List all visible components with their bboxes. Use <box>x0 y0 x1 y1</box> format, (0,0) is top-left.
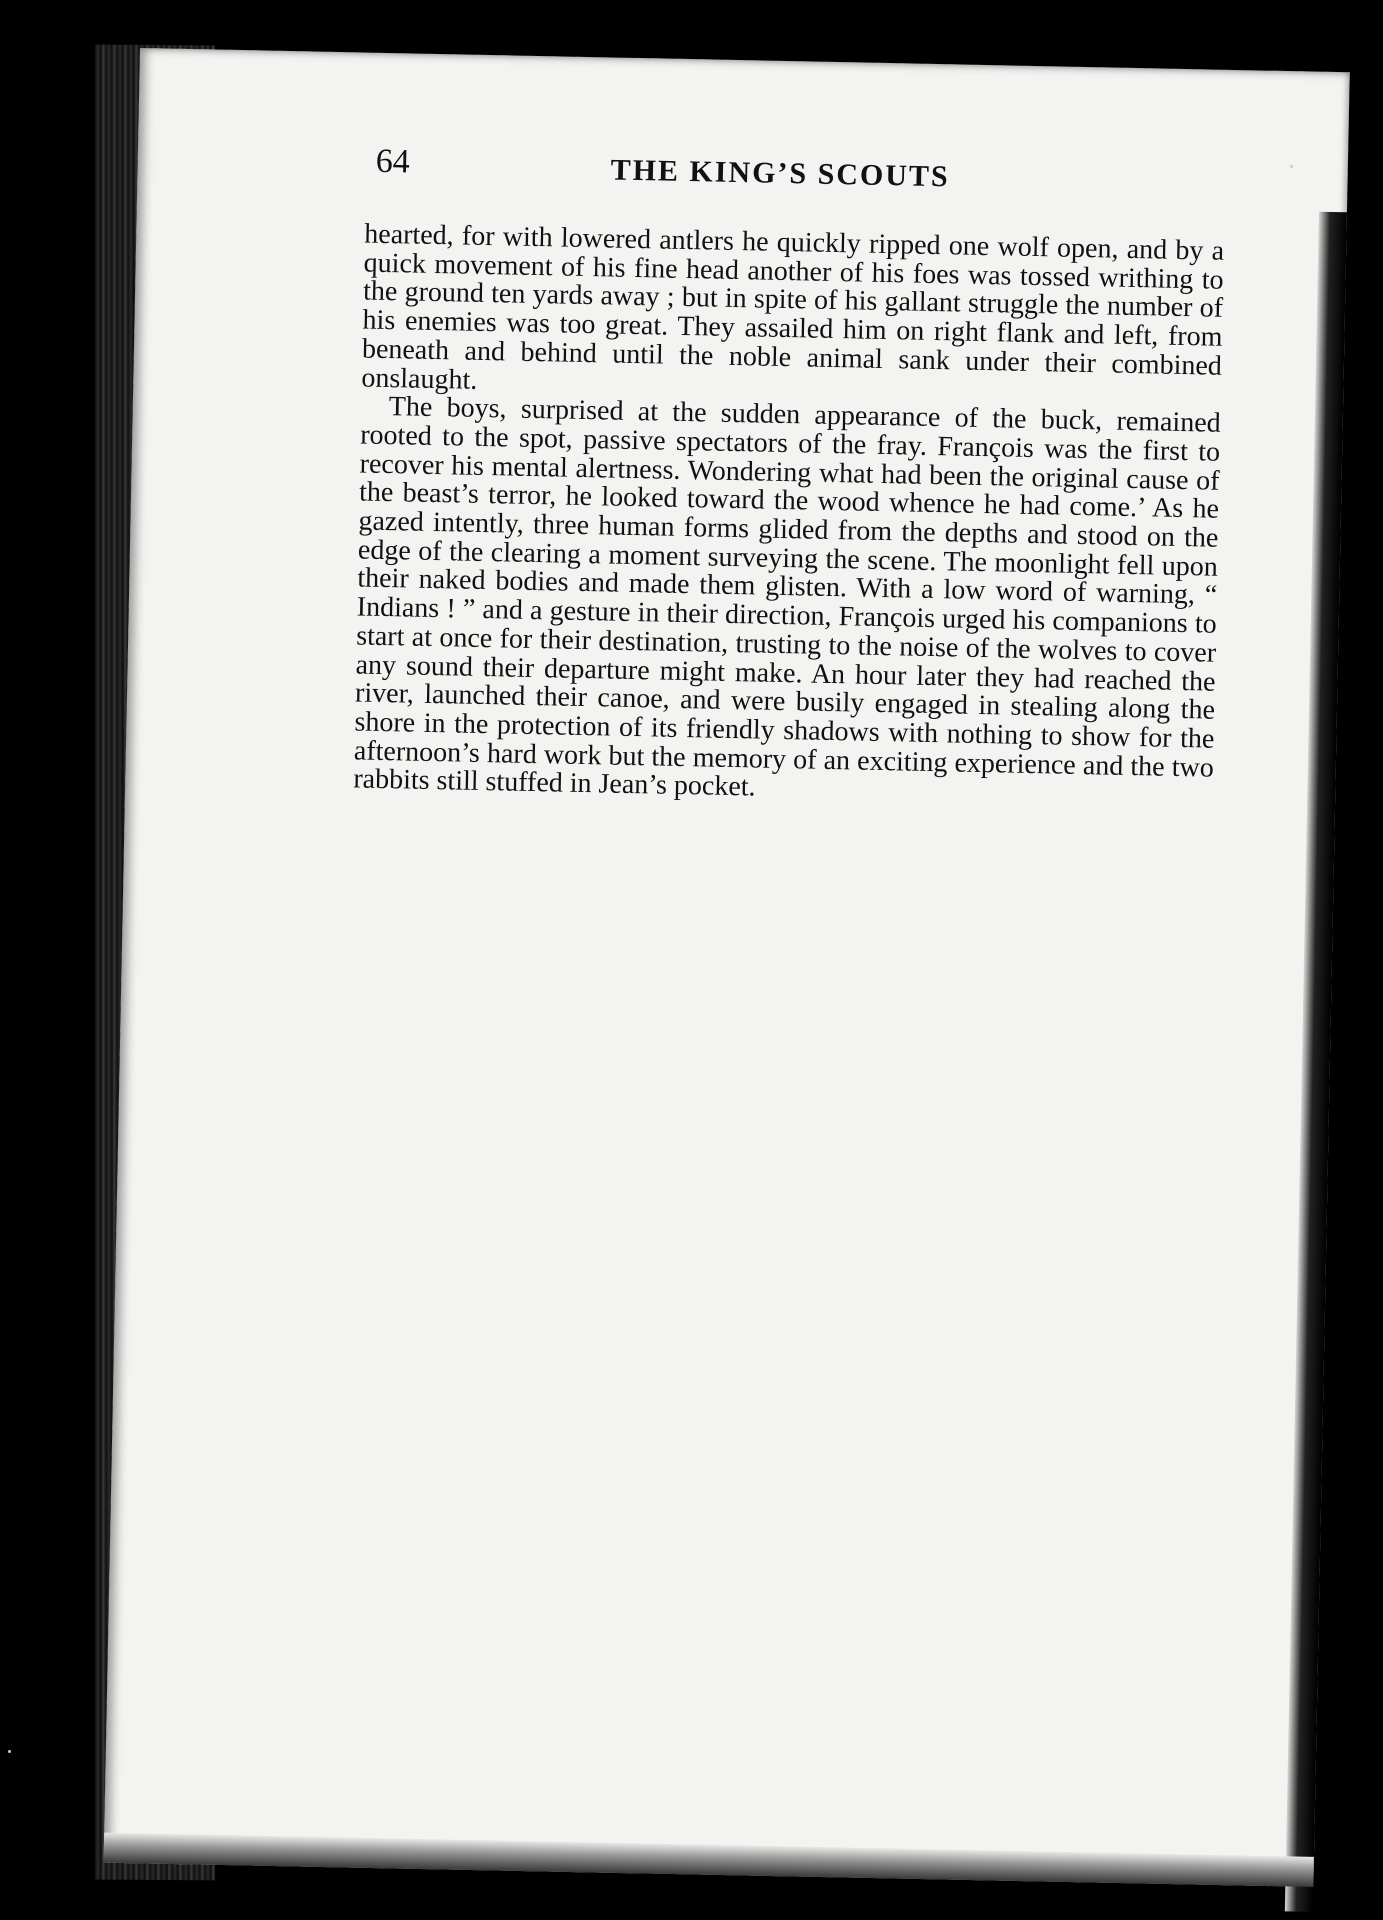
page-edge-bottom <box>104 1833 1314 1887</box>
book-page <box>104 48 1350 1887</box>
paragraph: hearted, for with lowered antlers he quickly ripped one wolf open, and by a quick movement of his fine head another of his foes was tossed writhing to the ground ten yards away ; but in spite of his gallant struggle the number of his enemies was too great. They assailed him on right flank and left, from beneath and behind until the noble animal sank under their combined onslaught. <box>361 218 1225 396</box>
dust-speck <box>1290 165 1293 168</box>
page-edge-right <box>1285 212 1347 1912</box>
page-number: 64 <box>375 142 411 181</box>
dust-speck <box>8 1750 11 1753</box>
running-title: THE KING’S SCOUTS <box>610 153 951 194</box>
paragraph: The boys, surprised at the sudden appearance of the buck, remained rooted to the spot, passive spectators of the fray. François was the first to recover his mental alertness. Wondering what had been the original cause of the beast’s terror, he looked toward the wood whence he had come.’ As he gazed intently, three human forms glided from the depths and stood on the edge of the clearing a moment surveying the scene. The moonlight fell upon their naked bodies and made them glisten. With a low word of warning, “ Indians ! ” and a gesture in their direction, François urged his companions to start at once for their destination, trusting to the noise of the wolves to cover any sound their departure might make. An hour later they had reached the river, launched their canoe, and were busily engaged in stealing along the shore in the protection of its friendly shadows with nothing to show for the afternoon’s hard work but the memory of an exciting experience and the two rabbits still stuffed in Jean’s pocket. <box>353 391 1221 803</box>
page-header <box>375 143 1176 219</box>
body-text <box>353 218 1225 812</box>
